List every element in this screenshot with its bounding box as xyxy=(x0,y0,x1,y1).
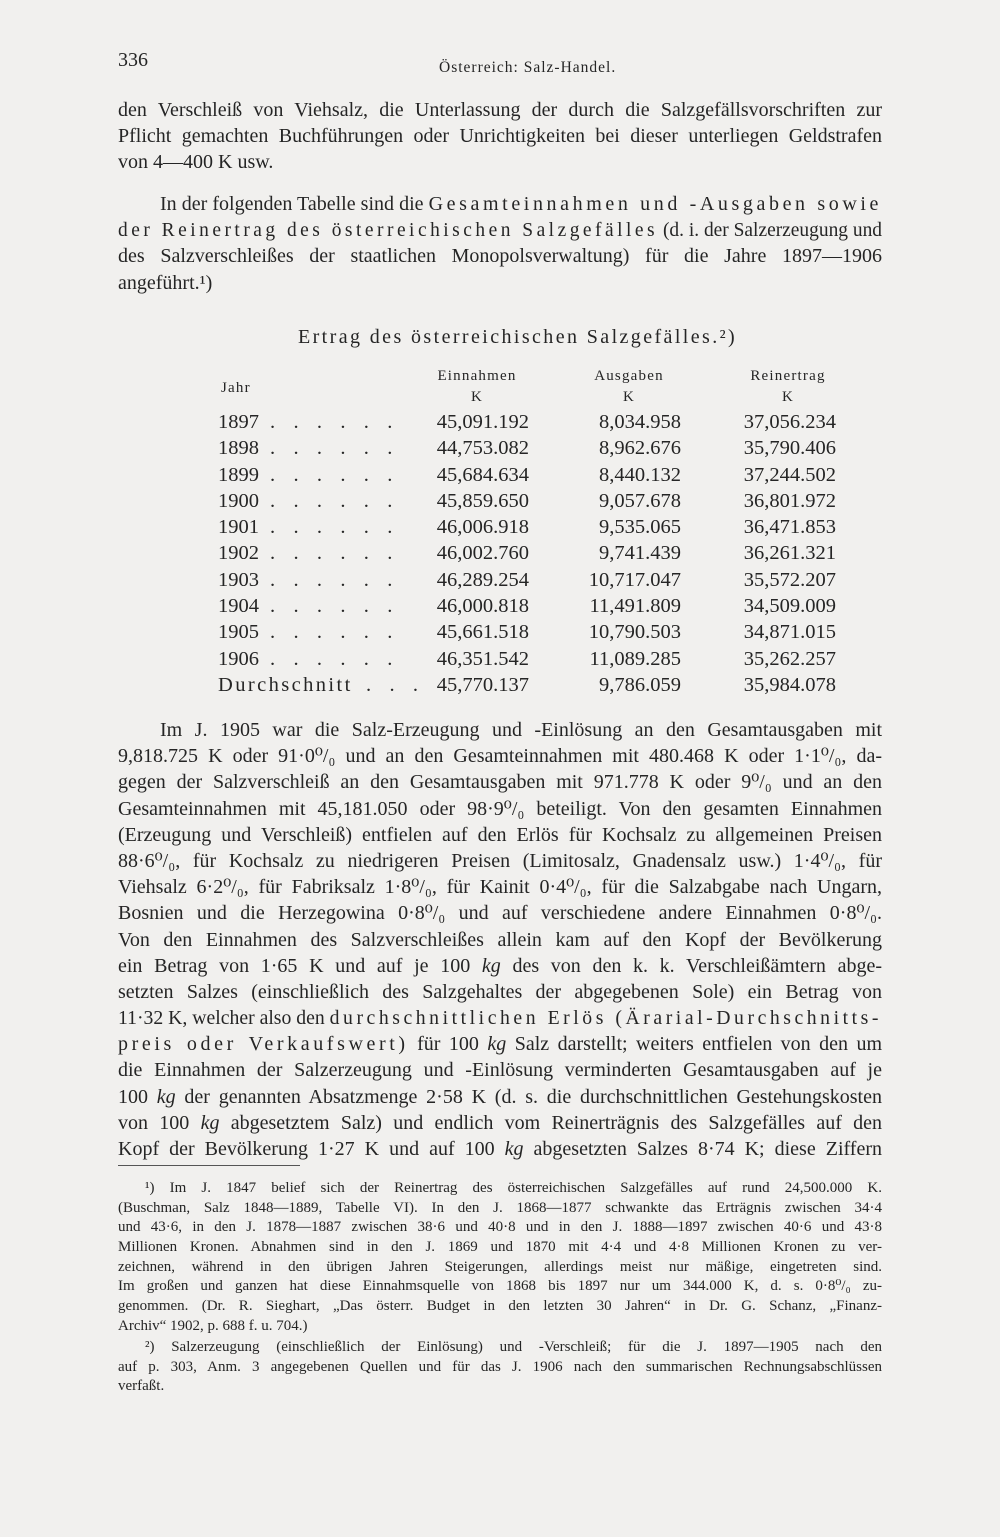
italic-unit: kg xyxy=(481,954,501,977)
footnote-2 xyxy=(118,1338,882,1397)
line-content xyxy=(118,1297,882,1317)
row-leader-dots: . . . . . . xyxy=(270,489,399,512)
row-net-yield: 35,790.406 xyxy=(743,437,836,460)
row-leader-dots: . . . . . . xyxy=(270,595,399,618)
text-line xyxy=(118,1338,882,1358)
text-run: (Erzeugung und Verschleiß) entfielen auf den Erlös für Kochsalz zu allgemeinen Preisen xyxy=(118,823,882,846)
row-year: 1905 xyxy=(218,621,259,644)
text-line xyxy=(118,1358,882,1378)
line-content xyxy=(118,1377,164,1397)
row-net-yield: 37,244.502 xyxy=(743,463,836,486)
text-run: ¹) Im J. 1847 belief sich der Reinertrag des österreichischen Salzgefälles auf rund 24,500.000 K. xyxy=(145,1180,882,1196)
average-label: Durchschnitt xyxy=(218,674,353,696)
text-run: Millionen Kronen. Abnahmen sind in den J. 1869 und 1870 mit 4·4 und 4·8 Millionen Kronen zu ver- xyxy=(118,1239,882,1256)
column-unit-income: K xyxy=(470,389,484,405)
row-expenditure: 8,034.958 xyxy=(599,411,681,433)
text-line xyxy=(118,1199,882,1219)
text-run: 100 xyxy=(118,1085,157,1108)
row-year: 1899 xyxy=(218,463,259,486)
line-content xyxy=(118,874,882,900)
row-leader-dots: . . . . . . xyxy=(270,516,399,539)
text-run: setzten Salzes (einschließlich des Salzgehaltes der abgegebenen Sole) ein Betrag von xyxy=(118,980,882,1003)
text-line xyxy=(118,927,882,953)
column-header-year: Jahr xyxy=(221,380,251,396)
text-line xyxy=(118,149,882,175)
row-income: 45,661.518 xyxy=(436,621,529,644)
paragraph-continued xyxy=(118,97,882,176)
line-content xyxy=(118,1277,882,1297)
line-content xyxy=(118,743,882,769)
text-run: abgesetzten Salzes 8·74 K; diese Ziffern xyxy=(523,1138,882,1160)
text-run: gegen der Salzverschleiß an den Gesamtausgaben mit 971.778 K oder 9⁰/₀ und an den xyxy=(118,771,882,794)
line-content xyxy=(118,1005,882,1031)
line-content xyxy=(118,123,882,149)
text-line xyxy=(118,1179,882,1199)
text-line xyxy=(118,769,882,795)
table-row xyxy=(0,646,1000,672)
table-row xyxy=(0,593,1000,619)
spaced-emphasis: preis oder Verkaufswert) xyxy=(118,1033,409,1056)
text-run: angeführt.¹) xyxy=(118,271,213,294)
footnote-divider xyxy=(118,1165,300,1166)
text-run: Kopf der Bevölkerung 1·27 K und auf 100 xyxy=(118,1138,505,1160)
text-run: 88·6⁰/₀, für Kochsalz zu niedrigeren Preisen (Limitosalz, Gnadensalz usw.) 1·4⁰/₀, für xyxy=(118,849,882,872)
row-net-yield: 35,262.257 xyxy=(743,647,836,670)
line-content xyxy=(118,1358,882,1378)
text-run: zeichnen, während in den übrigen Jahren Steigerungen, allerdings meist nur mäßige, eingetreten sind. xyxy=(118,1258,882,1275)
line-content xyxy=(118,97,882,123)
row-expenditure: 9,057.678 xyxy=(599,489,681,512)
text-run: Archiv“ 1902, p. 688 f. u. 704.) xyxy=(118,1317,308,1334)
row-income: 45,091.192 xyxy=(436,411,529,433)
row-income: 46,002.760 xyxy=(436,542,529,565)
text-run: auf p. 303, Anm. 3 angegebenen Quellen und für das J. 1906 nach den summarischen Rechnungsabschlüssen xyxy=(118,1358,882,1375)
table-row xyxy=(0,567,1000,593)
table-average-row-wrapper xyxy=(0,672,1000,698)
row-expenditure: 11,491.809 xyxy=(589,595,681,618)
average-net-yield: 35,984.078 xyxy=(743,674,836,696)
text-run: abgesetztem Salz) und endlich vom Reinerträgnis des Salzgefälles auf den xyxy=(219,1111,883,1134)
italic-unit: kg xyxy=(200,1111,220,1134)
text-run: verfaßt. xyxy=(118,1378,165,1395)
row-expenditure: 10,717.047 xyxy=(588,568,681,591)
line-content xyxy=(118,1258,882,1278)
line-content xyxy=(118,900,882,926)
text-line xyxy=(118,848,882,874)
row-income: 44,753.082 xyxy=(436,437,529,460)
spaced-emphasis: der Reinertrag des österreichischen Salzgefälles xyxy=(118,219,659,242)
line-content xyxy=(160,191,882,217)
text-run: für 100 xyxy=(408,1033,488,1056)
text-line xyxy=(118,796,882,822)
footnote-1 xyxy=(118,1179,882,1337)
text-run: die Einnahmen der Salzerzeugung und -Einlösung verminderten Gesamtausgaben auf je xyxy=(118,1059,882,1082)
line-content xyxy=(118,1031,882,1057)
row-year: 1902 xyxy=(218,542,259,565)
text-line xyxy=(118,1238,882,1258)
italic-unit: kg xyxy=(487,1033,507,1056)
line-content xyxy=(118,1317,308,1337)
text-line xyxy=(118,1031,882,1057)
text-line xyxy=(118,717,882,743)
text-run: Von den Einnahmen des Salzverschleißes allein kam auf den Kopf der Bevölkerung xyxy=(118,928,882,951)
row-expenditure: 10,790.503 xyxy=(588,621,681,644)
table-row xyxy=(0,409,1000,435)
text-line xyxy=(118,743,882,769)
row-expenditure: 8,962.676 xyxy=(599,437,681,460)
line-content xyxy=(160,717,882,743)
column-unit-net-yield: K xyxy=(781,389,795,405)
line-content xyxy=(118,1218,882,1238)
text-line xyxy=(118,979,882,1005)
line-content xyxy=(118,927,882,953)
row-leader-dots: . . . . . . xyxy=(270,411,399,433)
text-run: Im großen und ganzen hat diese Einnahmsquelle von 1868 bis 1897 nur um 344.000 K, d. s. 0·8⁰/₀ zu- xyxy=(118,1278,882,1295)
line-content xyxy=(118,1084,882,1110)
text-run: Bosnien und die Herzegowina 0·8⁰/₀ und auf verschiedene andere Einnahmen 0·8⁰/₀. xyxy=(118,902,882,925)
text-line xyxy=(118,1136,882,1162)
line-content xyxy=(118,1110,882,1136)
spaced-emphasis: durchschnittlichen Erlös (Ärarial-Durchschnitts- xyxy=(329,1007,882,1030)
text-run: des von den k. k. Verschleißämtern abge- xyxy=(500,954,882,977)
line-content xyxy=(118,1136,882,1162)
line-content xyxy=(118,1057,882,1083)
column-header-expenditure: Ausgaben xyxy=(594,368,664,384)
table-body xyxy=(0,409,1000,672)
text-line xyxy=(118,270,882,296)
text-line xyxy=(118,1084,882,1110)
line-content xyxy=(118,769,882,795)
row-income: 46,000.818 xyxy=(436,595,529,618)
table-row xyxy=(0,619,1000,645)
line-content xyxy=(145,1179,882,1199)
row-income: 46,006.918 xyxy=(436,516,529,539)
line-content xyxy=(118,953,882,979)
text-run: ein Betrag von 1·65 K und auf je 100 xyxy=(118,954,482,977)
row-leader-dots: . . . . . . xyxy=(270,647,399,670)
text-run: Salz darstellt; weiters entfielen von den um xyxy=(506,1033,883,1056)
table-average-row xyxy=(0,672,1000,698)
line-content xyxy=(118,979,882,1005)
column-unit-expenditure: K xyxy=(622,389,636,405)
row-leader-dots: . . . . . . xyxy=(270,463,399,486)
text-run: von 100 xyxy=(118,1111,201,1134)
row-year: 1906 xyxy=(218,647,259,670)
table-row xyxy=(0,540,1000,566)
line-content xyxy=(118,822,882,848)
table-title: Ertrag des österreichischen Salzgefälles.²) xyxy=(298,326,738,348)
text-line xyxy=(118,217,882,243)
row-leader-dots: . . . . . . xyxy=(270,437,399,460)
text-line xyxy=(118,900,882,926)
text-run: ²) Salzerzeugung (einschließlich der Einlösung) und -Verschleiß; für die J. 1897—1905 nach den xyxy=(145,1339,882,1355)
text-line xyxy=(118,1258,882,1278)
text-run: der genannten Absatzmenge 2·58 K (d. s. die durchschnittlichen Gestehungskosten xyxy=(175,1085,882,1108)
row-net-yield: 37,056.234 xyxy=(743,411,836,433)
text-run: (d. i. der Salzerzeugung und xyxy=(658,219,882,242)
row-net-yield: 35,572.207 xyxy=(743,568,836,591)
row-leader-dots: . . . . . . xyxy=(270,568,399,591)
row-expenditure: 8,440.132 xyxy=(599,463,681,486)
line-content xyxy=(145,1338,882,1358)
text-line xyxy=(118,1110,882,1136)
line-content xyxy=(118,848,882,874)
column-header-income: Einnahmen xyxy=(437,368,517,384)
page-number: 336 xyxy=(118,49,148,71)
row-expenditure: 9,741.439 xyxy=(599,542,681,565)
spaced-emphasis: Gesamteinnahmen und -Ausgaben sowie xyxy=(428,193,882,215)
text-line xyxy=(118,874,882,900)
row-expenditure: 11,089.285 xyxy=(589,647,681,670)
italic-unit: kg xyxy=(504,1138,524,1160)
text-line xyxy=(118,1218,882,1238)
text-line xyxy=(118,191,882,217)
italic-unit: kg xyxy=(156,1085,176,1108)
line-content xyxy=(118,1238,882,1258)
text-line xyxy=(118,123,882,149)
row-year: 1904 xyxy=(218,595,259,618)
row-net-yield: 36,471.853 xyxy=(743,516,836,539)
row-leader-dots: . . . xyxy=(366,674,425,696)
text-line xyxy=(118,1297,882,1317)
row-net-yield: 36,801.972 xyxy=(743,489,836,512)
row-income: 45,859.650 xyxy=(436,489,529,512)
row-year: 1901 xyxy=(218,516,259,539)
paragraph-table-intro xyxy=(118,191,882,296)
row-net-yield: 34,871.015 xyxy=(743,621,836,644)
row-income: 46,351.542 xyxy=(436,647,529,670)
text-run: (Buschman, Salz 1848—1889, Tabelle VI). In den J. 1868—1877 schwankte das Erträgnis zwischen 34·4 xyxy=(118,1199,882,1216)
line-content xyxy=(118,1199,882,1219)
row-leader-dots: . . . . . . xyxy=(270,621,399,644)
row-leader-dots: . . . . . . xyxy=(270,542,399,565)
text-run: 11·32 K, welcher also den xyxy=(118,1007,330,1030)
text-run: Pflicht gemachten Buchführungen oder Unrichtigkeiten bei dieser unterliegen Geldstrafen xyxy=(118,125,882,148)
row-year: 1898 xyxy=(218,437,259,460)
average-expenditure: 9,786.059 xyxy=(599,674,681,696)
text-line xyxy=(118,243,882,269)
line-content xyxy=(118,217,882,243)
row-year: 1903 xyxy=(218,568,259,591)
text-run: den Verschleiß von Viehsalz, die Unterlassung der durch die Salzgefällsvorschriften zur xyxy=(118,99,882,121)
text-line xyxy=(118,1277,882,1297)
text-run: von 4—400 K usw. xyxy=(118,151,274,174)
table-row xyxy=(0,514,1000,540)
row-year: 1897 xyxy=(218,411,259,433)
paragraph-analysis xyxy=(118,717,882,1162)
text-run: In der folgenden Tabelle sind die xyxy=(160,193,429,215)
average-income: 45,770.137 xyxy=(436,674,529,696)
table-row xyxy=(0,435,1000,461)
text-line xyxy=(118,1005,882,1031)
line-content xyxy=(118,243,882,269)
text-run: Im J. 1905 war die Salz-Erzeugung und -Einlösung an den Gesamtausgaben mit xyxy=(160,719,882,741)
text-line xyxy=(118,97,882,123)
text-run: Viehsalz 6·2⁰/₀, für Fabriksalz 1·8⁰/₀, für Kainit 0·4⁰/₀, für die Salzabgabe nach Ungarn, xyxy=(118,876,882,899)
text-line xyxy=(118,822,882,848)
text-run: Gesamteinnahmen mit 45,181.050 oder 98·9⁰/₀ beteiligt. Von den gesamten Einnahmen xyxy=(118,797,882,820)
text-line xyxy=(118,1057,882,1083)
row-income: 45,684.634 xyxy=(436,463,529,486)
text-line xyxy=(118,1377,882,1397)
line-content xyxy=(118,270,212,296)
row-expenditure: 9,535.065 xyxy=(599,516,681,539)
line-content xyxy=(118,796,882,822)
table-row xyxy=(0,488,1000,514)
text-run: des Salzverschleißes der staatlichen Monopolsverwaltung) für die Jahre 1897—1906 xyxy=(118,245,882,268)
text-run: 9,818.725 K oder 91·0⁰/₀ und an den Gesamteinnahmen mit 480.468 K oder 1·1⁰/₀, da- xyxy=(118,745,882,768)
text-run: genommen. (Dr. R. Sieghart, „Das österr. Budget in den letzten 30 Jahren“ in Dr. G. Schanz, „Finanz- xyxy=(118,1298,882,1315)
row-year: 1900 xyxy=(218,489,259,512)
text-line xyxy=(118,953,882,979)
column-header-net-yield: Reinertrag xyxy=(750,368,826,384)
running-title: Österreich: Salz-Handel. xyxy=(439,59,617,76)
row-net-yield: 34,509.009 xyxy=(743,595,836,618)
row-income: 46,289.254 xyxy=(436,568,529,591)
text-line xyxy=(118,1317,882,1337)
text-run: und 43·6, in den J. 1878—1887 zwischen 38·6 und 40·8 und in den J. 1888—1897 zwischen 40·6 und 43·8 xyxy=(118,1219,882,1236)
table-row xyxy=(0,462,1000,488)
line-content xyxy=(118,149,273,175)
row-net-yield: 36,261.321 xyxy=(743,542,836,565)
